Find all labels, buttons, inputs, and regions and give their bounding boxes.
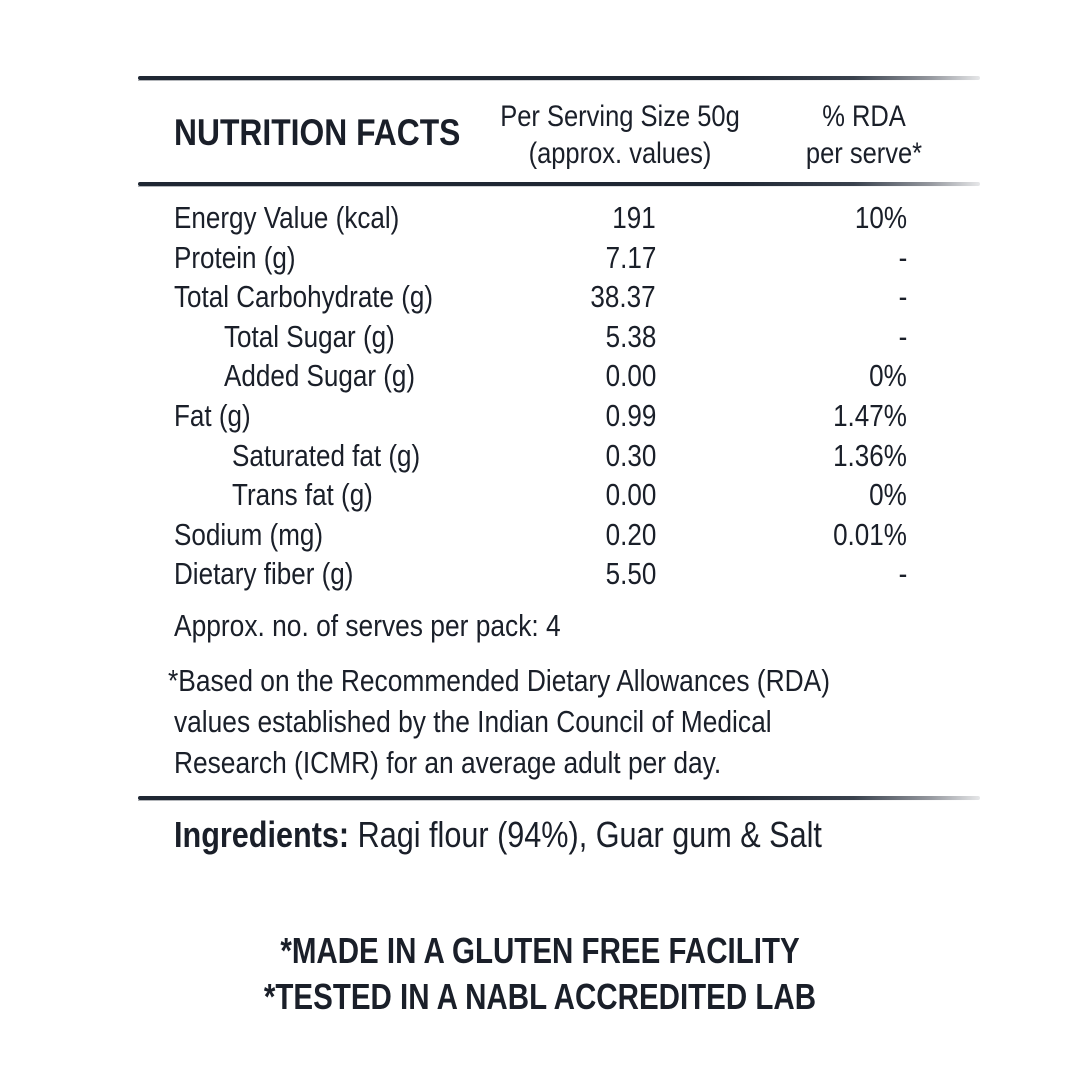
rda-footnote: [168, 660, 830, 783]
rda-header: [793, 98, 936, 172]
nutrient-value: 5.38: [605, 318, 656, 354]
nutrient-rda: -: [898, 239, 907, 275]
nutrient-rda: -: [898, 318, 907, 354]
nutrient-row: [0, 200, 1080, 240]
nutrient-row: [0, 358, 1080, 398]
nutrient-rda: 1.47%: [833, 398, 907, 433]
nutrient-name: Sodium (mg): [174, 516, 324, 552]
nutrient-row: [0, 477, 1080, 517]
footnote-line: values established by the Indian Council of Medical: [173, 704, 772, 739]
nutrient-name: Total Sugar (g): [224, 318, 395, 354]
serving-size-header: [493, 98, 748, 172]
nutrient-value: 191: [612, 200, 656, 235]
nutrient-name: Trans fat (g): [232, 477, 373, 513]
nutrient-value: 0.99: [605, 398, 656, 433]
serves-per-pack: Approx. no. of serves per pack: 4: [174, 608, 561, 643]
nutrient-rda: 10%: [854, 200, 907, 235]
nutrient-rda: -: [898, 556, 907, 592]
nutrient-rda: 0%: [869, 477, 907, 513]
footer-divider: [138, 796, 980, 800]
nutrient-name: Protein (g): [174, 239, 296, 275]
nutrient-row: [0, 438, 1080, 478]
nutrient-name: Saturated fat (g): [232, 437, 421, 473]
ingredients-text: Ragi flour (94%), Guar gum & Salt: [349, 814, 822, 855]
top-divider: [138, 76, 980, 80]
serving-size-line: Per Serving Size 50g: [500, 100, 740, 133]
header-divider: [138, 182, 980, 186]
nutrient-row: [0, 279, 1080, 319]
ingredients-label: Ingredients:: [174, 814, 350, 855]
nutrient-row: [0, 517, 1080, 557]
nutrient-value: 7.17: [605, 239, 656, 275]
nutrient-row: [0, 398, 1080, 438]
nutrient-row: [0, 319, 1080, 359]
gluten-free-claim: *MADE IN A GLUTEN FREE FACILITY: [280, 930, 800, 971]
nutrient-name: Added Sugar (g): [224, 358, 416, 394]
nutrition-facts-title: NUTRITION FACTS: [174, 112, 461, 153]
nutrient-rda: 1.36%: [833, 437, 907, 473]
footnote-line: Research (ICMR) for an average adult per day.: [173, 745, 722, 780]
nutrient-value: 5.50: [605, 556, 656, 592]
nutrient-name: Total Carbohydrate (g): [174, 279, 434, 315]
serving-note-line: (approx. values): [528, 137, 712, 170]
nutrient-name: Dietary fiber (g): [174, 556, 354, 592]
ingredients: [174, 814, 822, 856]
nabl-lab-claim: *TESTED IN A NABL ACCREDITED LAB: [263, 976, 817, 1017]
nutrient-rda: -: [898, 279, 907, 315]
nutrient-value: 0.20: [605, 516, 656, 552]
footnote-line: *Based on the Recommended Dietary Allowances (RDA): [168, 663, 831, 698]
nutrient-row: [0, 240, 1080, 280]
nutrient-value: 0.00: [605, 358, 656, 394]
nutrient-name: Fat (g): [174, 398, 251, 433]
nutrient-rda: 0%: [869, 358, 907, 394]
nutrient-name: Energy Value (kcal): [174, 200, 400, 235]
nutrient-value: 38.37: [590, 279, 656, 315]
nutrient-rda: 0.01%: [833, 516, 907, 552]
nutrient-value: 0.30: [605, 437, 656, 473]
rda-per-serve-line: per serve*: [805, 137, 923, 170]
rda-header-line: % RDA: [822, 100, 906, 133]
product-claims: [0, 928, 1080, 1020]
nutrient-value: 0.00: [605, 477, 656, 513]
nutrient-row: [0, 556, 1080, 596]
